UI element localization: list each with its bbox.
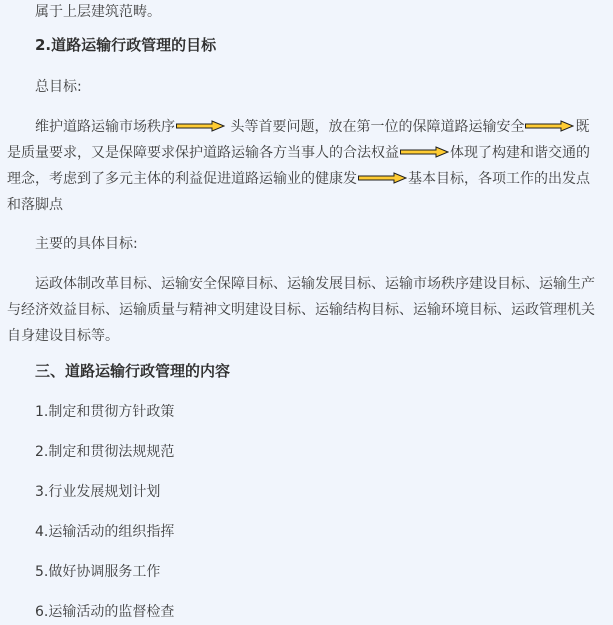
right-arrow-icon (358, 172, 407, 184)
goal-paragraph-line (7, 192, 607, 218)
goal-paragraph-line (7, 166, 607, 192)
content-list-item: 6.运输活动的监督检查 (35, 604, 175, 620)
right-arrow-icon (400, 146, 449, 158)
goal-paragraph-line (7, 140, 607, 166)
goal-paragraph-line (7, 114, 607, 140)
specific-goal-line: 自身建设目标等。 (7, 328, 119, 344)
goal-text-segment: 体现了构建和谐交通的 (450, 145, 590, 161)
content-list-item: 3.行业发展规划计划 (35, 484, 161, 500)
goal-text-segment: 头等首要问题，放在第一位的保障道路运输安全 (226, 119, 525, 135)
right-arrow-icon (525, 120, 574, 132)
goal-text-segment: 基本目标，各项工作的出发点 (408, 171, 590, 187)
goal-text-segment: 理念，考虑到了多元主体的利益促进道路运输业的健康发 (7, 171, 357, 187)
specific-goal-paragraph (7, 271, 607, 349)
intro-paragraph: 属于上层建筑范畴。 (35, 4, 161, 20)
right-arrow-icon (176, 120, 225, 132)
section-3-heading: 三、道路运输行政管理的内容 (35, 362, 231, 380)
goal-text-segment: 既 (575, 119, 590, 135)
goal-text-segment: 维护道路运输市场秩序 (35, 119, 175, 135)
specific-goal-line: 与经济效益目标、运输质量与精神文明建设目标、运输结构目标、运输环境目标、运政管理机关 (7, 302, 595, 318)
goal-text-segment: 和落脚点 (7, 197, 63, 213)
specific-goal-label: 主要的具体目标: (35, 236, 138, 252)
specific-goal-line: 运政体制改革目标、运输安全保障目标、运输发展目标、运输市场秩序建设目标、运输生产 (35, 276, 595, 292)
overall-goal-paragraph (7, 114, 607, 218)
content-list (7, 399, 607, 625)
section-2-heading: 2.道路运输行政管理的目标 (35, 36, 217, 54)
content-list-item: 2.制定和贯彻法规规范 (35, 444, 175, 460)
content-list-item: 5.做好协调服务工作 (35, 564, 161, 580)
overall-goal-label: 总目标: (35, 79, 82, 95)
content-list-item: 4.运输活动的组织指挥 (35, 524, 175, 540)
content-list-item: 1.制定和贯彻方针政策 (35, 404, 175, 420)
goal-text-segment: 是质量要求，又是保障要求保护道路运输各方当事人的合法权益 (7, 145, 399, 161)
